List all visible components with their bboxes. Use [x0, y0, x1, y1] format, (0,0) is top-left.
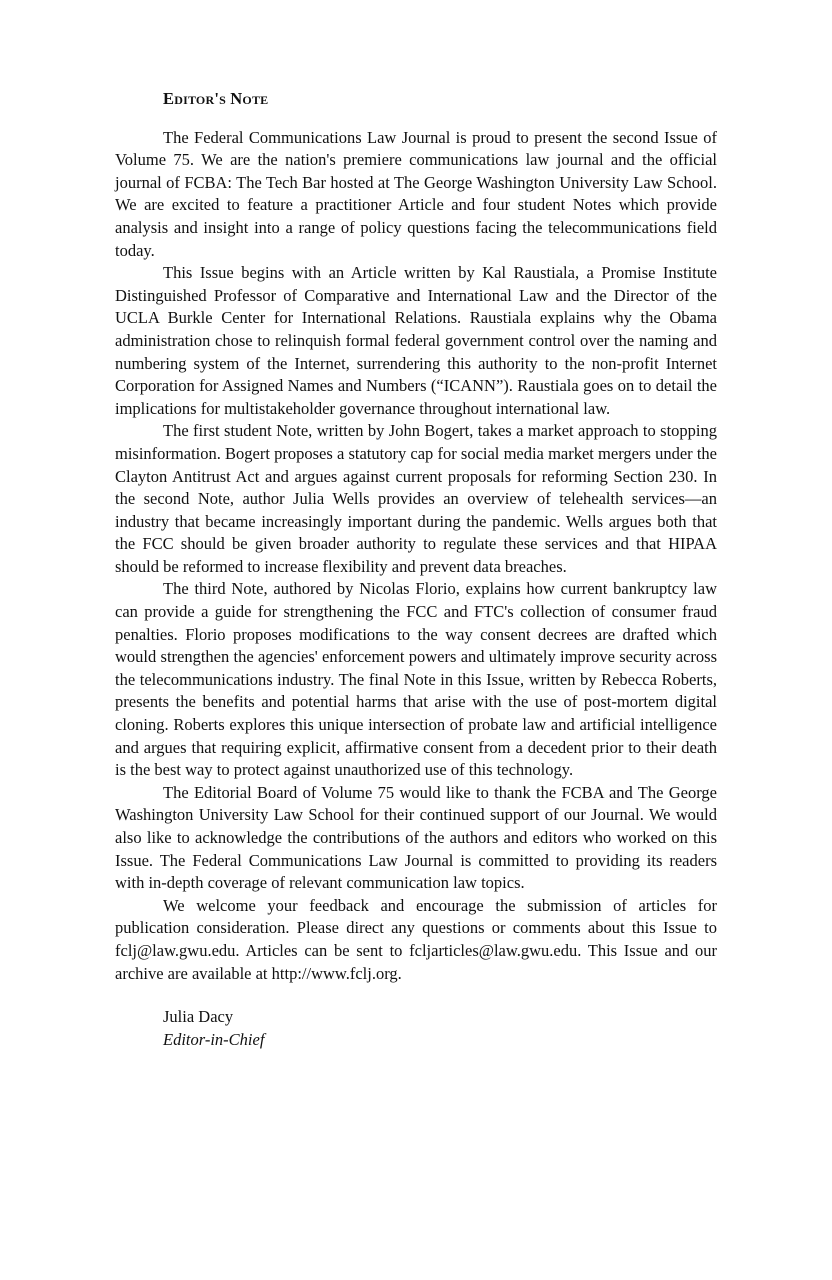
paragraph-notes-1-2: The first student Note, written by John Bogert, takes a market approach to stopping misinformation. Bogert proposes a statutory cap for social media market mergers under the Clayton Antitrust Act and argues against current proposals for reforming Section 230. In the second Note, author Julia Wells provides an overview of telehealth services—an industry that became increasingly important during the pandemic. Wells argues both that the FCC should be given broader authority to regulate these services and that HIPAA should be reformed to increase flexibility and prevent data breaches.: [115, 421, 717, 576]
paragraph-thanks: The Editorial Board of Volume 75 would like to thank the FCBA and The George Washington University Law School for their continued support of our Journal. We would also like to acknowledge the contributions of the authors and editors who worked on this Issue. The Federal Communications Law Journal is committed to providing its readers with in-depth coverage of relevant communication law topics.: [115, 782, 717, 893]
signature-name: Julia Dacy: [163, 1007, 234, 1027]
paragraph-article: This Issue begins with an Article written by Kal Raustiala, a Promise Institute Distinguished Professor of Comparative and International Law and the Director of the UCLA Burkle Center for International Relations. Raustiala explains why the Obama administration chose to relinquish formal federal government control over the naming and numbering system of the Internet, surrendering this authority to the non-profit Internet Corporation for Assigned Names and Numbers (“ICANN”). Raustiala goes on to detail the implications for multistakeholder governance throughout international law.: [115, 263, 717, 418]
signature-title: Editor-in-Chief: [163, 1029, 265, 1049]
paragraph-notes-3-4: The third Note, authored by Nicolas Florio, explains how current bankruptcy law can provide a guide for strengthening the FCC and FTC's collection of consumer fraud penalties. Florio proposes modifications to the way consent decrees are drafted which would strengthen the agencies' enforcement powers and ultimately improve security across the telecommunications industry. The final Note in this Issue, written by Rebecca Roberts, presents the benefits and potential harms that arise with the use of post-mortem digital cloning. Roberts explores this unique intersection of probate law and artificial intelligence and argues that requiring explicit, affirmative consent from a decedent prior to their death is the best way to protect against unauthorized use of this technology.: [115, 579, 717, 780]
paragraph-contact: We welcome your feedback and encourage the submission of articles for publication consideration. Please direct any questions or comments about this Issue to fclj@law.gwu.edu. Articles can be sent to fcljarticles@law.gwu.edu. This Issue and our archive are available at http://www.fclj.org.: [115, 895, 717, 983]
page-title: Editor's Note: [163, 89, 269, 108]
document-page: [115, 88, 717, 1051]
signature-block: [115, 1006, 717, 1051]
paragraph-intro: The Federal Communications Law Journal is proud to present the second Issue of Volume 75. We are the nation's premiere communications law journal and the official journal of FCBA: The Tech Bar hosted at The George Washington University Law School. We are excited to feature a practitioner Article and four student Notes which provide analysis and insight into a range of policy questions facing the telecommunications field today.: [115, 127, 717, 260]
